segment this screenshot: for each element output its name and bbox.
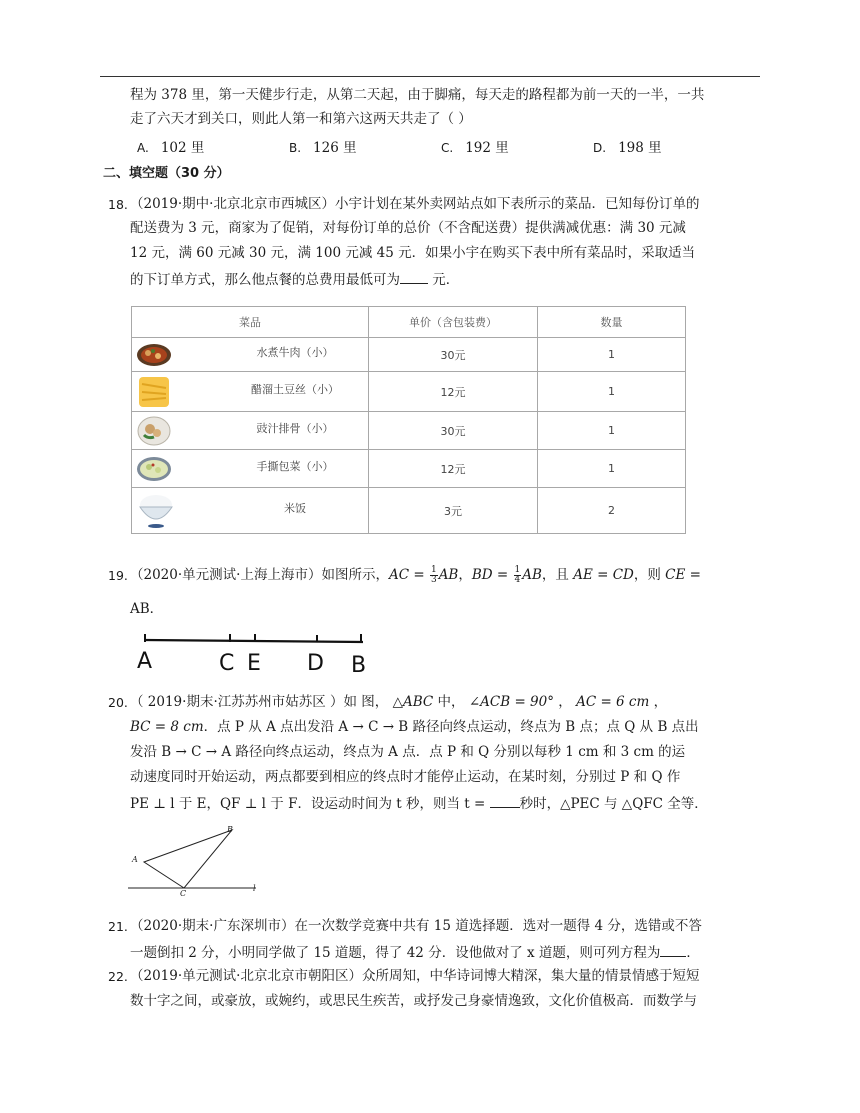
dish-cell: 醋溜土豆丝（小） [132,372,369,412]
q20-line-4: 动速度同时开始运动，两点都要到相应的终点时才能停止运动，在某时刻，分别过 P 和 Q 作 [130,769,681,785]
q21-answer-blank[interactable] [660,942,686,957]
point-label-b: B [351,653,367,678]
qty-cell: 1 [538,412,686,450]
cabbage-dish-icon [136,455,172,483]
qty-cell: 2 [538,488,686,534]
segment-figure [135,630,375,680]
potato-dish-icon [136,374,172,410]
point-label-e: E [247,651,261,676]
q17-line-2: 走了六天才到关口，则此人第一和第六这两天共走了（ ） [130,111,472,127]
point-label-a: A [137,649,153,674]
table-row [132,412,686,450]
triangle-figure [126,824,266,896]
option-b: B. 126 里 [289,140,357,156]
q20-answer-blank[interactable] [490,793,520,808]
header-price: 单价（含包装费） [369,307,538,338]
table-row [132,488,686,534]
q22-line-1: （2019·单元测试·北京北京市朝阳区）众所周知，中华诗词博大精深，集大量的情景情感于短短 [130,968,700,984]
dish-cell: 水煮牛肉（小） [132,338,369,372]
q20-line-2: BC = 8 cm．点 P 从 A 点出发沿 A → C → B 路径向终点运动，终点为 B 点；点 Q 从 B 点出 [130,719,699,735]
price-cell: 12元 [369,450,538,488]
ribs-dish-icon [136,415,172,447]
q18-line-4: 的下订单方式，那么他点餐的总费用最低可为 元． [130,269,459,289]
section-title: 二、填空题（30 分） [103,166,230,181]
qty-cell: 1 [538,338,686,372]
dish-cell: 手撕包菜（小） [132,450,369,488]
q20-number: 20. [108,695,128,710]
option-c: C. 192 里 [441,140,509,156]
option-d: D. 198 里 [593,140,662,156]
dish-cell: 豉汁排骨（小） [132,412,369,450]
table-row [132,338,686,372]
option-a: A. 102 里 [137,140,205,156]
price-cell: 30元 [369,412,538,450]
fraction-one-quarter: $\frac{1}{4}$ [514,565,521,585]
q19-number: 19. [108,568,128,583]
q22-line-2: 数十字之间，或豪放，或婉约，或思民生疾苦，或抒发己身豪情逸致，文化价值极高．而数学与 [130,993,697,1009]
vertex-label-a: A [132,855,138,864]
beef-dish-icon [136,342,172,368]
q17-line-1: 程为 378 里，第一天健步行走，从第二天起，由于脚痛，每天走的路程都为前一天的一半，一共 [130,87,705,103]
price-cell: 30元 [369,338,538,372]
header-rule [100,76,760,77]
fraction-one-third: $\frac{1}{3}$ [430,565,437,585]
qty-cell: 1 [538,372,686,412]
table-row [132,372,686,412]
menu-table [131,306,686,534]
q18-answer-blank[interactable] [400,269,428,284]
dish-cell: 米饭 [132,488,369,534]
q21-line-1: （2020·期末·广东深圳市）在一次数学竞赛中共有 15 道选择题．选对一题得 4 分，选错或不答 [130,918,702,934]
rice-bowl-icon [136,491,176,531]
q20-line-1: （ 2019·期末·江苏苏州市姑苏区 ）如 图， △ABC 中， ∠ACB = 90° ， AC = 6 cm ， [130,694,668,710]
point-label-d: D [307,651,324,676]
table-header-row [132,307,686,338]
header-dish: 菜品 [132,307,369,338]
qty-cell: 1 [538,450,686,488]
q18-line-1: （2019·期中·北京北京市西城区）小宇计划在某外卖网站点如下表所示的菜品．已知每份订单的 [130,196,700,212]
table-row [132,450,686,488]
line-label-l: l [253,884,256,893]
q18-number: 18. [108,197,128,212]
q22-number: 22. [108,969,128,984]
q21-number: 21. [108,919,128,934]
price-cell: 3元 [369,488,538,534]
q18-line-2: 配送费为 3 元，商家为了促销，对每份订单的总价（不含配送费）提供满减优惠：满 30 元减 [130,220,686,236]
q19-line-1: （2020·单元测试·上海上海市）如图所示，AC = $\frac{1}{3}$ AB，BD = $\frac{1}{4}$ AB，且 AE = CD，则 CE = [130,565,701,585]
price-cell: 12元 [369,372,538,412]
header-qty: 数量 [538,307,686,338]
q21-line-2: 一题倒扣 2 分，小明同学做了 15 道题，得了 42 分．设他做对了 x 道题，则可列方程为 ． [130,942,700,962]
point-label-c: C [219,651,235,676]
q19-line-2: AB． [130,601,164,617]
q20-line-3: 发沿 B → C → A 路径向终点运动，终点为 A 点．点 P 和 Q 分别以每秒 1 cm 和 3 cm 的运 [130,744,686,760]
vertex-label-b: B [227,825,233,834]
q20-line-5: PE ⊥ l 于 E，QF ⊥ l 于 F．设运动时间为 t 秒，则当 t = 秒时，△PEC 与 △QFC 全等． [130,793,708,813]
q18-line-3: 12 元，满 60 元减 30 元，满 100 元减 45 元．如果小宇在购买下表中所有菜品时，采取适当 [130,245,696,261]
vertex-label-c: C [180,889,187,896]
